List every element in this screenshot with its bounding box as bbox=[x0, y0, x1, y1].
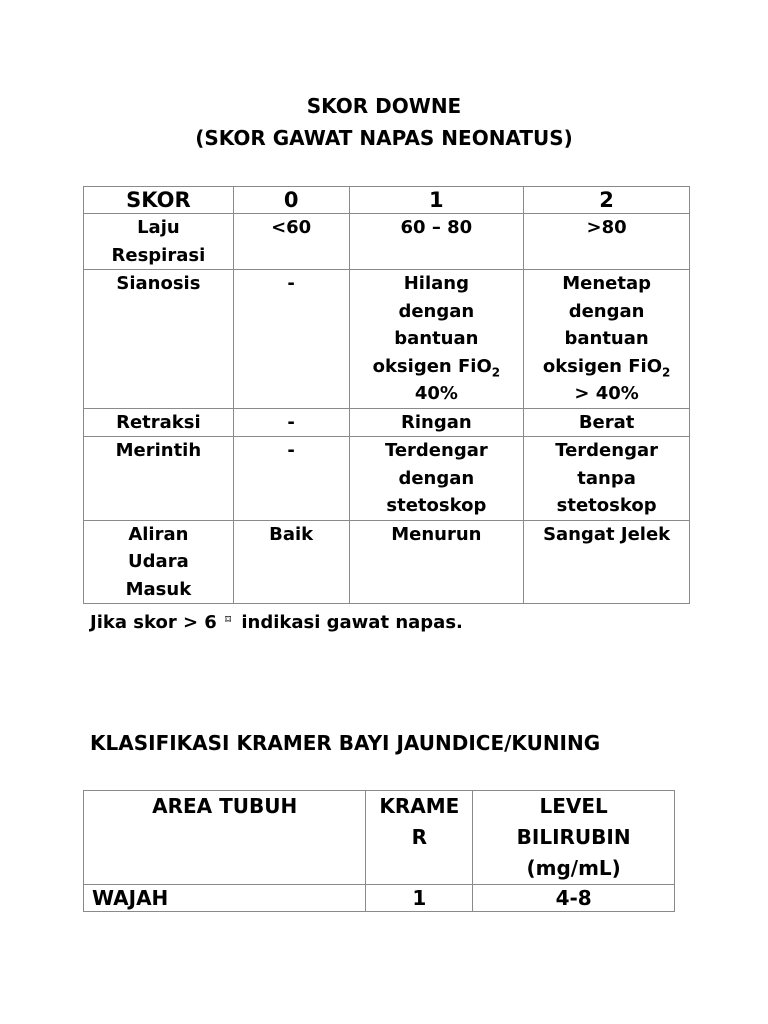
header-cell-level bbox=[473, 791, 675, 885]
score-1-cell bbox=[349, 270, 524, 409]
table-row bbox=[84, 885, 675, 912]
cell-text-fio2 bbox=[352, 353, 522, 381]
score-1-cell bbox=[349, 214, 524, 270]
row-label bbox=[84, 408, 234, 437]
cell-text: <60 bbox=[271, 217, 312, 238]
cell-text: stetoskop bbox=[386, 495, 487, 516]
cell-text: tanpa bbox=[577, 467, 636, 489]
cell-text: stetoskop bbox=[556, 495, 657, 516]
cell-text: Baik bbox=[269, 523, 314, 545]
table-row bbox=[84, 408, 690, 437]
area-cell: WAJAH bbox=[84, 885, 366, 912]
table-row bbox=[84, 214, 690, 270]
row-label bbox=[84, 520, 234, 604]
score-0-cell bbox=[233, 270, 349, 409]
cell-text: Retraksi bbox=[116, 411, 201, 433]
header-cell-2: 2 bbox=[524, 187, 690, 214]
score-2-cell bbox=[524, 408, 690, 437]
header-cell-skor: SKOR bbox=[84, 187, 234, 214]
cell-text: oksigen FiO bbox=[372, 355, 492, 377]
kramer-table bbox=[83, 790, 675, 912]
level-cell: 4-8 bbox=[473, 885, 675, 912]
cell-text: Merintih bbox=[115, 440, 202, 461]
cell-text: - bbox=[287, 440, 295, 461]
kramer-cell: 1 bbox=[366, 885, 473, 912]
kramer-heading: KLASIFIKASI KRAMER BAYI JAUNDICE/KUNING bbox=[90, 731, 601, 755]
score-1-cell bbox=[349, 437, 524, 521]
score-2-cell bbox=[524, 437, 690, 521]
cell-text: LEVEL bbox=[539, 794, 608, 818]
cell-text: - bbox=[287, 273, 295, 294]
cell-text: (mg/mL) bbox=[526, 856, 621, 880]
cell-text: Laju bbox=[137, 217, 180, 238]
note-suffix: indikasi gawat napas. bbox=[241, 612, 463, 633]
cell-text: 60 – 80 bbox=[400, 217, 473, 238]
cell-text: dengan bbox=[398, 300, 475, 322]
table-header-row bbox=[84, 187, 690, 214]
header-cell-area bbox=[84, 791, 366, 885]
score-0-cell bbox=[233, 408, 349, 437]
score-0-cell bbox=[233, 437, 349, 521]
cell-text: bantuan bbox=[564, 328, 649, 349]
cell-text: dengan bbox=[568, 300, 645, 322]
score-2-cell bbox=[524, 214, 690, 270]
fio2-subscript: 2 bbox=[662, 365, 671, 380]
cell-text: Ringan bbox=[401, 411, 472, 433]
row-label bbox=[84, 270, 234, 409]
score-0-cell bbox=[233, 214, 349, 270]
header-cell-kramer bbox=[366, 791, 473, 885]
header-cell-1: 1 bbox=[349, 187, 524, 214]
cell-text: Hilang bbox=[403, 273, 469, 294]
cell-text: Respirasi bbox=[111, 244, 206, 266]
cell-text: - bbox=[287, 411, 295, 433]
score-2-cell bbox=[524, 270, 690, 409]
cell-text: R bbox=[411, 825, 427, 849]
header-cell-0: 0 bbox=[233, 187, 349, 214]
page-title: SKOR DOWNE bbox=[306, 94, 462, 118]
score-2-cell bbox=[524, 520, 690, 604]
row-label bbox=[84, 214, 234, 270]
cell-text: > 40% bbox=[574, 383, 639, 404]
table-row bbox=[84, 520, 690, 604]
cell-text: AREA TUBUH bbox=[152, 794, 298, 818]
fio2-subscript: 2 bbox=[491, 365, 501, 380]
cell-text: Sangat Jelek bbox=[543, 523, 671, 545]
page-subtitle: (SKOR GAWAT NAPAS NEONATUS) bbox=[195, 126, 573, 150]
cell-text: Menetap bbox=[562, 273, 651, 294]
downe-score-table bbox=[83, 186, 690, 604]
cell-text: Menurun bbox=[391, 523, 482, 545]
cell-text: Aliran bbox=[128, 523, 189, 545]
table-row bbox=[84, 270, 690, 409]
score-1-cell bbox=[349, 408, 524, 437]
score-0-cell bbox=[233, 520, 349, 604]
cell-text: 40% bbox=[414, 383, 458, 404]
cell-text: BILIRUBIN bbox=[516, 825, 631, 849]
table-header-row bbox=[84, 791, 675, 885]
cell-text: KRAME bbox=[379, 794, 460, 818]
cell-text: bantuan bbox=[394, 328, 479, 349]
cell-text: >80 bbox=[586, 217, 627, 238]
cell-text: dengan bbox=[398, 467, 475, 489]
note-prefix: Jika skor > 6 bbox=[90, 612, 217, 633]
implies-arrow-icon: ⌑ bbox=[225, 613, 232, 626]
cell-text: Masuk bbox=[125, 578, 192, 600]
score-note bbox=[90, 606, 463, 637]
cell-text: Terdengar bbox=[384, 440, 488, 461]
table-row bbox=[84, 437, 690, 521]
row-label bbox=[84, 437, 234, 521]
cell-text: Sianosis bbox=[116, 273, 201, 294]
cell-text: Terdengar bbox=[555, 440, 658, 461]
cell-text: Udara bbox=[128, 551, 189, 572]
cell-text-fio2 bbox=[526, 353, 687, 381]
cell-text: oksigen FiO bbox=[542, 355, 663, 377]
cell-text: Berat bbox=[578, 411, 635, 433]
score-1-cell bbox=[349, 520, 524, 604]
